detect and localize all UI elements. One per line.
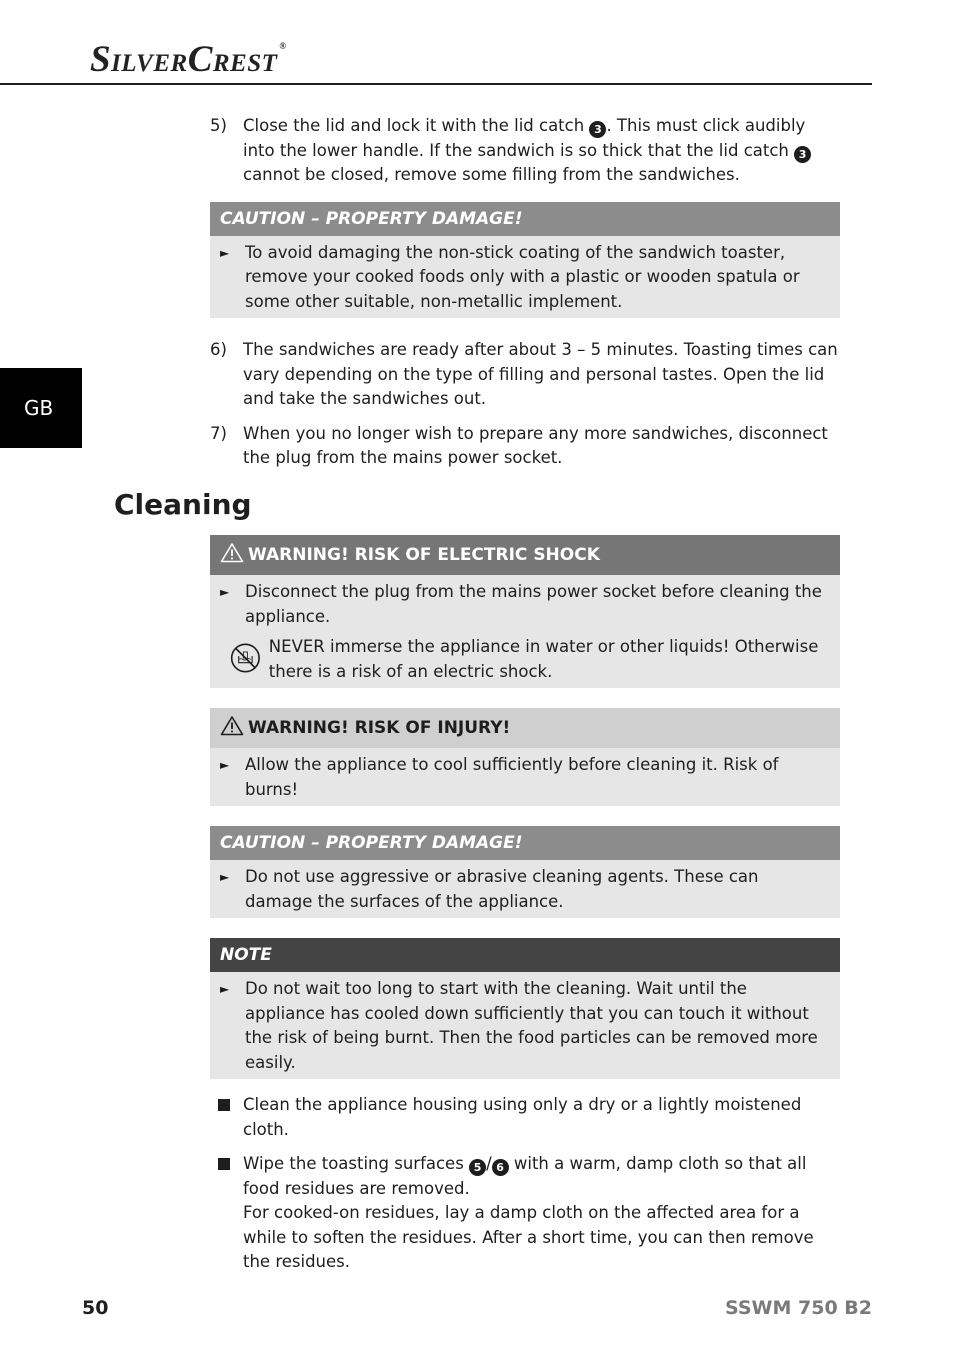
warning-shock-title: WARNING! RISK OF ELECTRIC SHOCK [210, 535, 840, 575]
header-rule [0, 83, 872, 85]
caution-bullet-2: ► Do not use aggressive or abrasive cleaning agents. These can damage the surfaces of the appliance. [220, 867, 759, 911]
square-bullet-icon [218, 1158, 230, 1170]
note-title: NOTE [210, 938, 840, 972]
caution-title: CAUTION – PROPERTY DAMAGE! [210, 202, 840, 236]
note-bullet: ► Do not wait too long to start with the cleaning. Wait until the appliance has cooled down sufficiently that you can touch it without the risk of being burnt. Then the food particles can be removed more easily. [220, 979, 818, 1072]
cleaning-item-2-extra: For cooked-on residues, lay a damp cloth on the affected area for a while to soften the residues. After a short time, you can then remove the residues. [243, 1203, 814, 1271]
bullet-arrow-icon: ► [220, 982, 230, 996]
section-title: Cleaning [114, 488, 252, 521]
step-6: 6) The sandwiches are ready after about 3 – 5 minutes. Toasting times can vary depending on the type of filling and personal tastes. Open the lid and take the sandwiches out. [210, 340, 838, 408]
part-number-badge: 3 [589, 121, 606, 138]
warning-injury-title: WARNING! RISK OF INJURY! [210, 708, 840, 748]
part-number-badge: 5 [469, 1159, 486, 1176]
cleaning-item-1: Clean the appliance housing using only a dry or a lightly moistened cloth. [210, 1093, 840, 1142]
caution-title-2: CAUTION – PROPERTY DAMAGE! [210, 826, 840, 860]
no-immersion-row: NEVER immerse the appliance in water or other liquids! Otherwise there is a risk of an electric shock. [220, 635, 830, 684]
page-number: 50 [82, 1297, 109, 1319]
warning-triangle-icon [220, 715, 244, 736]
warning-shock-bullet: ► Disconnect the plug from the mains power socket before cleaning the appliance. [220, 582, 822, 626]
step-5: 5) Close the lid and lock it with the lid catch 3 . This must click audibly into the lower handle. If the sandwich is so thick that the lid catch 3 cannot be closed, remove some filling from the sandwiches. [210, 114, 840, 188]
model-number: SSWM 750 B2 [725, 1297, 872, 1319]
square-bullet-icon [218, 1099, 230, 1111]
part-number-badge: 3 [794, 146, 811, 163]
brand-logo: SILVERCREST® [90, 39, 287, 80]
bullet-arrow-icon: ► [220, 870, 230, 884]
caution-box-2 [210, 826, 840, 918]
cleaning-column [210, 535, 840, 1285]
warning-triangle-icon [220, 542, 244, 563]
cleaning-item-2: Wipe the toasting surfaces 5 / 6 with a warm, damp cloth so that all food residues are removed. For cooked-on residues, lay a damp cloth on the affected area for a while to soften the residues. After a short time, you can then remove the residues. [210, 1152, 840, 1275]
warning-injury-bullet: ► Allow the appliance to cool sufficiently before cleaning it. Risk of burns! [220, 755, 779, 799]
bullet-arrow-icon: ► [220, 585, 230, 599]
caution-bullet: ► To avoid damaging the non-stick coating of the sandwich toaster, remove your cooked foods only with a plastic or wooden spatula or some other suitable, non-metallic implement. [220, 242, 800, 311]
note-box [210, 938, 840, 1079]
warning-injury-box [210, 708, 840, 806]
step-7: 7) When you no longer wish to prepare any more sandwiches, disconnect the plug from the mains power socket. [210, 423, 828, 467]
language-tab: GB [0, 368, 82, 448]
part-number-badge: 6 [492, 1159, 509, 1176]
bullet-arrow-icon: ► [220, 758, 230, 772]
content-column [210, 114, 840, 481]
caution-box [210, 202, 840, 319]
no-immersion-icon [230, 635, 261, 681]
bullet-arrow-icon: ► [220, 245, 230, 260]
warning-shock-box [210, 535, 840, 688]
